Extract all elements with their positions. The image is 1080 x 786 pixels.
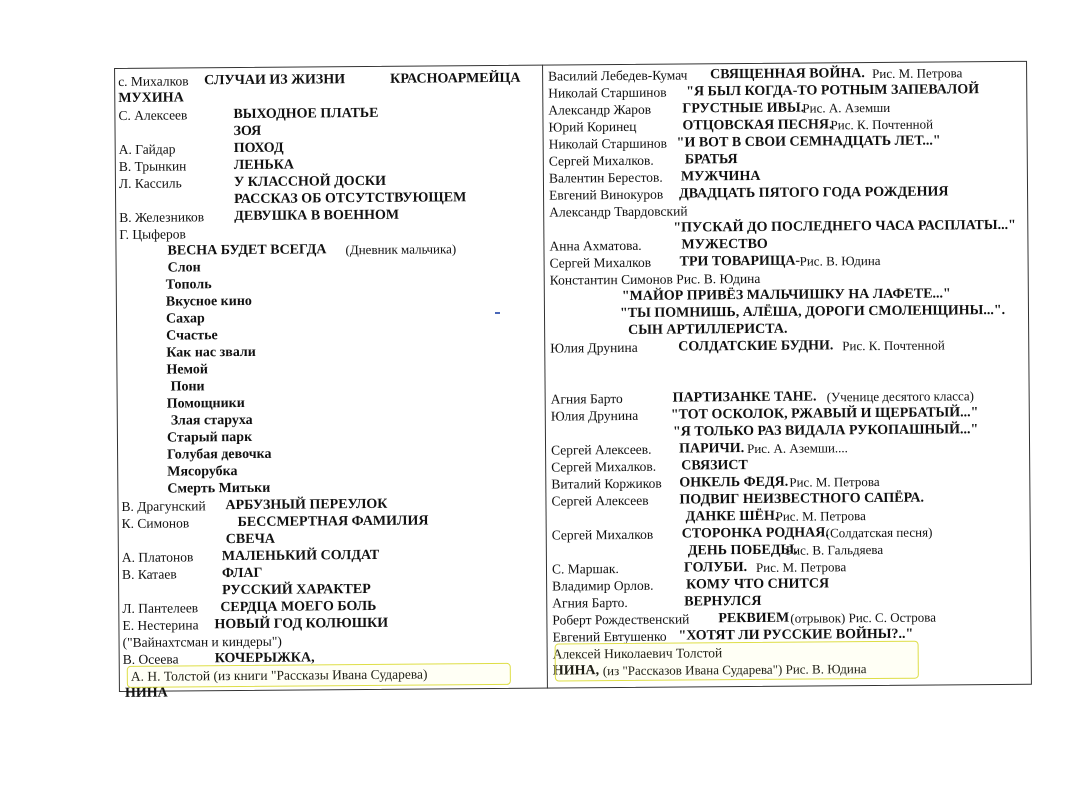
author-name: Сергей Алексеев: [551, 492, 649, 509]
list-item: [548, 184, 949, 205]
list-item: [548, 116, 934, 137]
work-title: БЕССМЕРТНАЯ ФАМИЛИЯ: [237, 513, 429, 531]
work-title: Старый парк: [166, 429, 253, 446]
author-name: Николай Старшинов: [548, 84, 667, 101]
list-item: [122, 615, 389, 635]
author-name: В. Железников: [119, 209, 205, 225]
work-note: (Дневник мальчика): [345, 241, 457, 258]
list-item: [119, 207, 400, 227]
work-title: Как нас звали: [166, 344, 256, 361]
list-item: [548, 168, 761, 188]
list-item: [550, 271, 761, 290]
work-title: ПАРИЧИ.: [678, 441, 745, 457]
work-title: РУССКИЙ ХАРАКТЕР: [222, 581, 371, 599]
author-name: К. Симонов: [121, 515, 190, 531]
author-name: Анна Ахматова.: [549, 237, 642, 254]
author-name: Константин Симонов Рис. В. Юдина: [549, 270, 761, 288]
list-item: [551, 490, 924, 511]
work-title: БРАТЬЯ: [684, 152, 738, 168]
author-name: В. Осеева: [122, 651, 179, 667]
list-item: [551, 458, 748, 477]
work-title: "ХОТЯТ ЛИ РУССКИЕ ВОЙНЫ?..": [678, 626, 914, 644]
work-title: КОМУ ЧТО СНИТСЯ: [686, 576, 830, 593]
list-item: [552, 593, 762, 613]
list-item: [118, 157, 295, 176]
list-item: [548, 82, 980, 103]
author-name: А. Платонов: [121, 549, 194, 565]
list-item: [548, 133, 941, 154]
author-name: Василий Лебедев-Кумач: [548, 67, 688, 84]
author-name: Юрий Коринец: [548, 118, 637, 135]
author-name: Юлия Друнина: [550, 339, 638, 356]
work-note: Рис. М. Петрова: [775, 508, 866, 524]
work-title: "ПУСКАЙ ДО ПОСЛЕДНЕГО ЧАСА РАСПЛАТЫ...": [673, 217, 1016, 236]
work-title: ДЕНЬ ПОБЕДЫ.: [687, 542, 798, 559]
list-item: [550, 405, 979, 426]
work-title: ДЕВУШКА В ВОЕННОМ: [234, 207, 400, 225]
list-item: [122, 598, 377, 618]
author-name: Сергей Михалков.: [551, 458, 657, 475]
author-name: Виталий Коржиков: [551, 475, 662, 492]
list-item: [549, 203, 687, 221]
work-note: (Ученице десятого класса): [826, 388, 975, 405]
work-title: ПАРТИЗАНКЕ ТАНЕ.: [672, 389, 817, 406]
author-name: Алексей Николаевич Толстой: [552, 645, 723, 662]
work-title: "И ВОТ В СВОИ СЕМНАДЦАТЬ ЛЕТ...": [676, 133, 941, 151]
list-item: [548, 99, 891, 120]
work-title: МУЖЕСТВО: [681, 236, 768, 253]
author-name: А. Гайдар: [118, 141, 176, 157]
work-title: МУЖЧИНА: [680, 168, 761, 185]
work-note: Рис. М. Петрова: [755, 559, 847, 575]
work-title: ЛЕНЬКА: [233, 157, 295, 174]
author-name: Александр Твардовский: [549, 203, 688, 220]
list-item: [121, 513, 429, 533]
work-note: Рис. В. Юдина: [799, 252, 881, 269]
work-title: НИНА: [124, 685, 168, 701]
work-title: ПОХОД: [233, 140, 284, 157]
work-note: (из "Рассказов Ивана Сударева") Рис. В. Юдина: [602, 661, 867, 679]
work-title: РЕКВИЕМ: [718, 610, 790, 627]
left-column: [118, 59, 538, 701]
work-title: СВЕЧА: [225, 531, 275, 548]
work-title: "ТЫ ПОМНИШЬ, АЛЁША, ДОРОГИ СМОЛЕНЩИНЫ...".: [619, 302, 1006, 322]
work-title: СТОРОНКА РОДНАЯ.: [681, 525, 829, 542]
list-item: [551, 559, 847, 579]
work-note: Рис. В. Гальдяева: [785, 541, 884, 558]
highlight-mark-right: [552, 641, 919, 682]
author-name: Александр Жаров: [548, 101, 652, 118]
list-item: [549, 236, 768, 256]
list-item: [118, 173, 387, 192]
work-title: Пони: [170, 379, 205, 395]
work-title: СЛУЧАИ ИЗ ЖИЗНИ: [204, 72, 346, 89]
list-item: [552, 576, 830, 596]
work-note: (отрывок) Рис. С. Острова: [790, 609, 936, 626]
list-item: [121, 496, 388, 516]
work-title: ВЫХОДНОЕ ПЛАТЬЕ: [233, 105, 379, 123]
author-name: Роберт Рождественский: [552, 611, 690, 628]
list-item: [549, 252, 881, 273]
highlight-mark-left: [127, 663, 511, 688]
work-note: (Солдатская песня): [825, 524, 933, 541]
list-item: [550, 337, 945, 358]
ink-dash-mark: [495, 312, 500, 314]
author-name: Юлия Друнина: [550, 407, 639, 424]
list-item: [118, 70, 521, 91]
work-title: ФЛАГ: [221, 565, 263, 582]
work-note: Рис. А. Аземши: [802, 99, 891, 116]
work-title: ВЕСНА БУДЕТ ВСЕГДА: [167, 242, 327, 259]
work-title: МУХИНА: [118, 90, 184, 106]
work-title: КОЧЕРЫЖКА,: [214, 650, 315, 667]
list-item: [551, 524, 933, 545]
work-title: ТРИ ТОВАРИЩА-: [679, 253, 801, 270]
work-title: У КЛАССНОЙ ДОСКИ: [233, 173, 387, 191]
work-title: Вкусное кино: [165, 293, 252, 310]
work-title: "Я БЫЛ КОГДА-ТО РОТНЫМ ЗАПЕВАЛОЙ: [686, 82, 980, 100]
author-name: Сергей Алексеев.: [551, 441, 652, 458]
author-name: Л. Кассиль: [118, 175, 182, 191]
work-title: Голубая девочка: [167, 446, 272, 463]
author-name: Е. Нестерина: [122, 617, 199, 633]
author-name: С. Алексеев: [118, 107, 188, 123]
work-title: Тополь: [165, 277, 212, 293]
work-title: РАССКАЗ ОБ ОТСУТСТВУЮЩЕМ: [234, 190, 467, 208]
author-name: Сергей Михалков.: [548, 152, 654, 169]
list-item: [121, 565, 263, 584]
list-item: [548, 152, 738, 171]
author-name: Владимир Орлов.: [552, 577, 654, 594]
work-note: Рис. М. Петрова: [872, 65, 963, 82]
document-sheet: [112, 55, 1037, 701]
work-title: Слон: [167, 260, 201, 276]
list-item: [118, 140, 284, 159]
author-name: А. Н. Толстой (из книги "Рассказы Ивана Сударева): [130, 666, 428, 684]
author-name: Евгений Винокуров: [548, 186, 664, 203]
work-title: АРБУЗНЫЙ ПЕРЕУЛОК: [225, 496, 388, 514]
author-name: ("Вайнахтсман и киндеры"): [122, 633, 282, 650]
author-name: с. Михалков: [118, 73, 189, 89]
work-title: Немой: [166, 362, 209, 378]
author-name: В. Катаев: [121, 566, 177, 582]
work-title: СВЯЗИСТ: [681, 458, 748, 474]
list-item: [119, 226, 186, 244]
author-name: В. Драгунский: [121, 498, 206, 514]
work-title: ДВАДЦАТЬ ПЯТОГО ГОДА РОЖДЕНИЯ: [678, 184, 949, 202]
author-name: Сергей Михалков: [551, 526, 654, 543]
work-title: ГОЛУБИ.: [683, 560, 748, 576]
work-title: ГРУСТНЫЕ ИВЫ.: [682, 100, 805, 117]
work-title: ПОДВИГ НЕИЗВЕСТНОГО САПЁРА.: [679, 490, 924, 508]
work-title: МАЛЕНЬКИЙ СОЛДАТ: [221, 547, 380, 565]
work-title: Смерть Митьки: [167, 480, 271, 497]
author-name: Агния Барто.: [552, 594, 628, 611]
work-title: Мясорубка: [167, 464, 238, 480]
work-title: "Я ТОЛЬКО РАЗ ВИДАЛА РУКОПАШНЫЙ...": [672, 422, 979, 440]
list-item: [123, 634, 282, 652]
work-note: Рис. К. Почтенной: [842, 337, 945, 354]
work-title: НИНА,: [552, 663, 600, 679]
list-item: [552, 609, 936, 629]
work-title: ЗОЯ: [233, 123, 262, 140]
work-title: СВЯЩЕННАЯ ВОЙНА.: [710, 66, 865, 83]
work-note: Рис. А. Аземши....: [746, 440, 848, 457]
work-title: Злая старуха: [170, 412, 253, 429]
work-title-continued: КРАСНОАРМЕЙЦА: [390, 70, 521, 87]
work-title: Счастье: [166, 328, 218, 344]
work-title: СОЛДАТСКИЕ БУДНИ.: [678, 338, 834, 355]
author-name: С. Маршак.: [551, 561, 619, 577]
list-item: [118, 105, 379, 125]
work-title: СЕРДЦА МОЕГО БОЛЬ: [220, 598, 377, 616]
list-item: [121, 547, 380, 567]
author-name: Евгений Евтушенко: [552, 628, 667, 645]
work-title: НОВЫЙ ГОД КОЛЮШКИ: [214, 615, 389, 633]
author-name: В. Трынкин: [118, 158, 187, 174]
work-title: ОНКЕЛЬ ФЕДЯ.: [679, 474, 789, 491]
work-title: Сахар: [165, 311, 205, 327]
work-note: Рис. М. Петрова: [789, 473, 880, 490]
work-title: СЫН АРТИЛЛЕРИСТА.: [628, 321, 788, 338]
author-name: Николай Старшинов: [548, 135, 668, 152]
right-column: [548, 55, 1026, 679]
author-name: Г. Цыферов: [119, 226, 186, 242]
work-title: ДАНКЕ ШЁН.: [685, 508, 779, 525]
list-item: [551, 440, 848, 460]
work-title: "МАЙОР ПРИВЁЗ МАЛЬЧИШКУ НА ЛАФЕТЕ...": [621, 286, 951, 305]
author-name: Валентин Берестов.: [548, 169, 663, 186]
work-title: ВЕРНУЛСЯ: [684, 593, 762, 610]
work-title: ОТЦОВСКАЯ ПЕСНЯ.: [682, 117, 833, 134]
work-title: "ТОТ ОСКОЛОК, РЖАВЫЙ И ЩЕРБАТЫЙ...": [670, 405, 979, 423]
author-name: Сергей Михалков: [549, 254, 652, 271]
author-name: Л. Пантелеев: [122, 600, 199, 616]
list-item: [550, 388, 975, 409]
list-item: [551, 473, 880, 494]
work-title: Помощники: [166, 395, 245, 412]
author-name: Агния Барто: [550, 390, 623, 407]
list-item: [548, 65, 963, 85]
work-note: Рис. К. Почтенной: [830, 116, 934, 133]
